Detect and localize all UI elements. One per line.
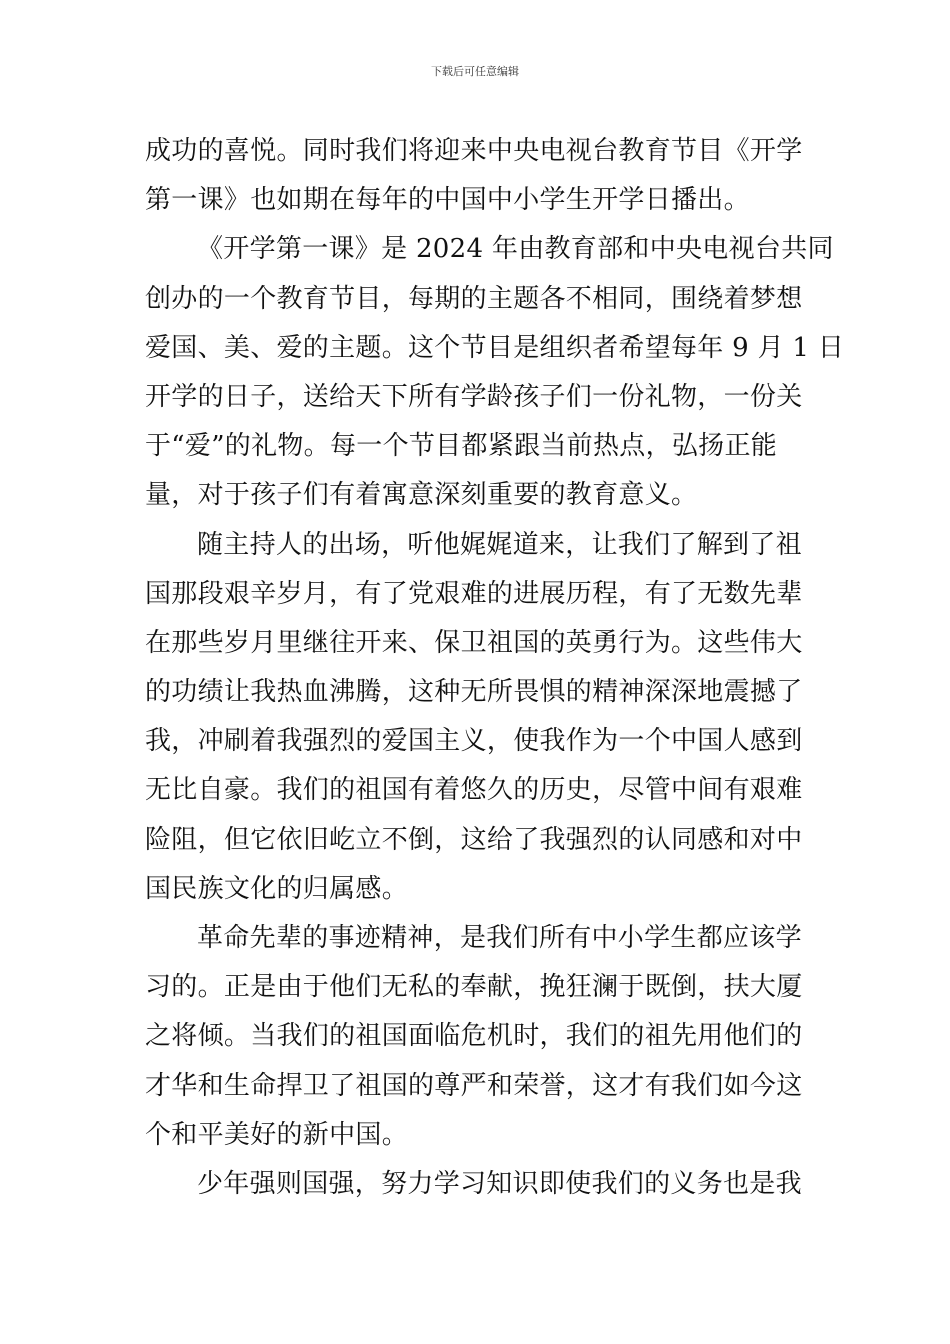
- text-line: 国那段艰辛岁月，有了党艰难的进展历程，有了无数先辈: [145, 578, 803, 609]
- text-line: 国民族文化的归属感。: [145, 873, 409, 904]
- text-line: 险阻，但它依旧屹立不倒，这给了我强烈的认同感和对中: [145, 824, 803, 855]
- text-line: 量，对于孩子们有着寓意深刻重要的教育意义。: [145, 480, 698, 511]
- text-line: 革命先辈的事迹精神，是我们所有中小学生都应该学: [197, 923, 802, 953]
- text-line: 第一课》也如期在每年的中国中小学生开学日播出。: [145, 185, 750, 216]
- text-line: 我，冲刷着我强烈的爱国主义，使我作为一个中国人感到: [145, 726, 803, 757]
- text-line: 随主持人的出场，听他娓娓道来，让我们了解到了祖: [197, 529, 802, 560]
- text-line: 之将倾。当我们的祖国面临危机时，我们的祖先用他们的: [145, 1021, 803, 1052]
- text-line: 于“爱”的礼物。每一个节目都紧跟当前热点，弘扬正能: [145, 431, 778, 462]
- text-line: 少年强则国强，努力学习知识即使我们的义务也是我: [197, 1168, 802, 1199]
- text-line: 爱国、美、爱的主题。这个节目是组织者希望每年 9 月 1 日: [145, 332, 845, 363]
- text-line: 才华和生命捍卫了祖国的尊严和荣誉，这才有我们如今这: [145, 1070, 803, 1101]
- text-line: 成功的喜悦。同时我们将迎来中央电视台教育节目《开学: [145, 136, 803, 166]
- text-line: 的功绩让我热血沸腾，这种无所畏惧的精神深深地震撼了: [145, 677, 803, 708]
- text-line: 开学的日子，送给天下所有学龄孩子们一份礼物，一份关: [145, 381, 803, 412]
- text-line: 习的。正是由于他们无私的奉献，挽狂澜于既倒，扶大厦: [145, 972, 803, 1003]
- text-line: 创办的一个教育节目，每期的主题各不相同，围绕着梦想: [145, 283, 803, 314]
- page-header: 下载后可任意编辑: [431, 65, 519, 78]
- document-body: [145, 127, 845, 1209]
- text-line: 《开学第一课》是 2024 年由教育部和中央电视台共同: [197, 234, 834, 265]
- text-line: 在那些岁月里继往开来、保卫祖国的英勇行为。这些伟大: [145, 627, 803, 658]
- text-line: 个和平美好的新中国。: [145, 1119, 409, 1150]
- text-line: 无比自豪。我们的祖国有着悠久的历史，尽管中间有艰难: [145, 775, 803, 806]
